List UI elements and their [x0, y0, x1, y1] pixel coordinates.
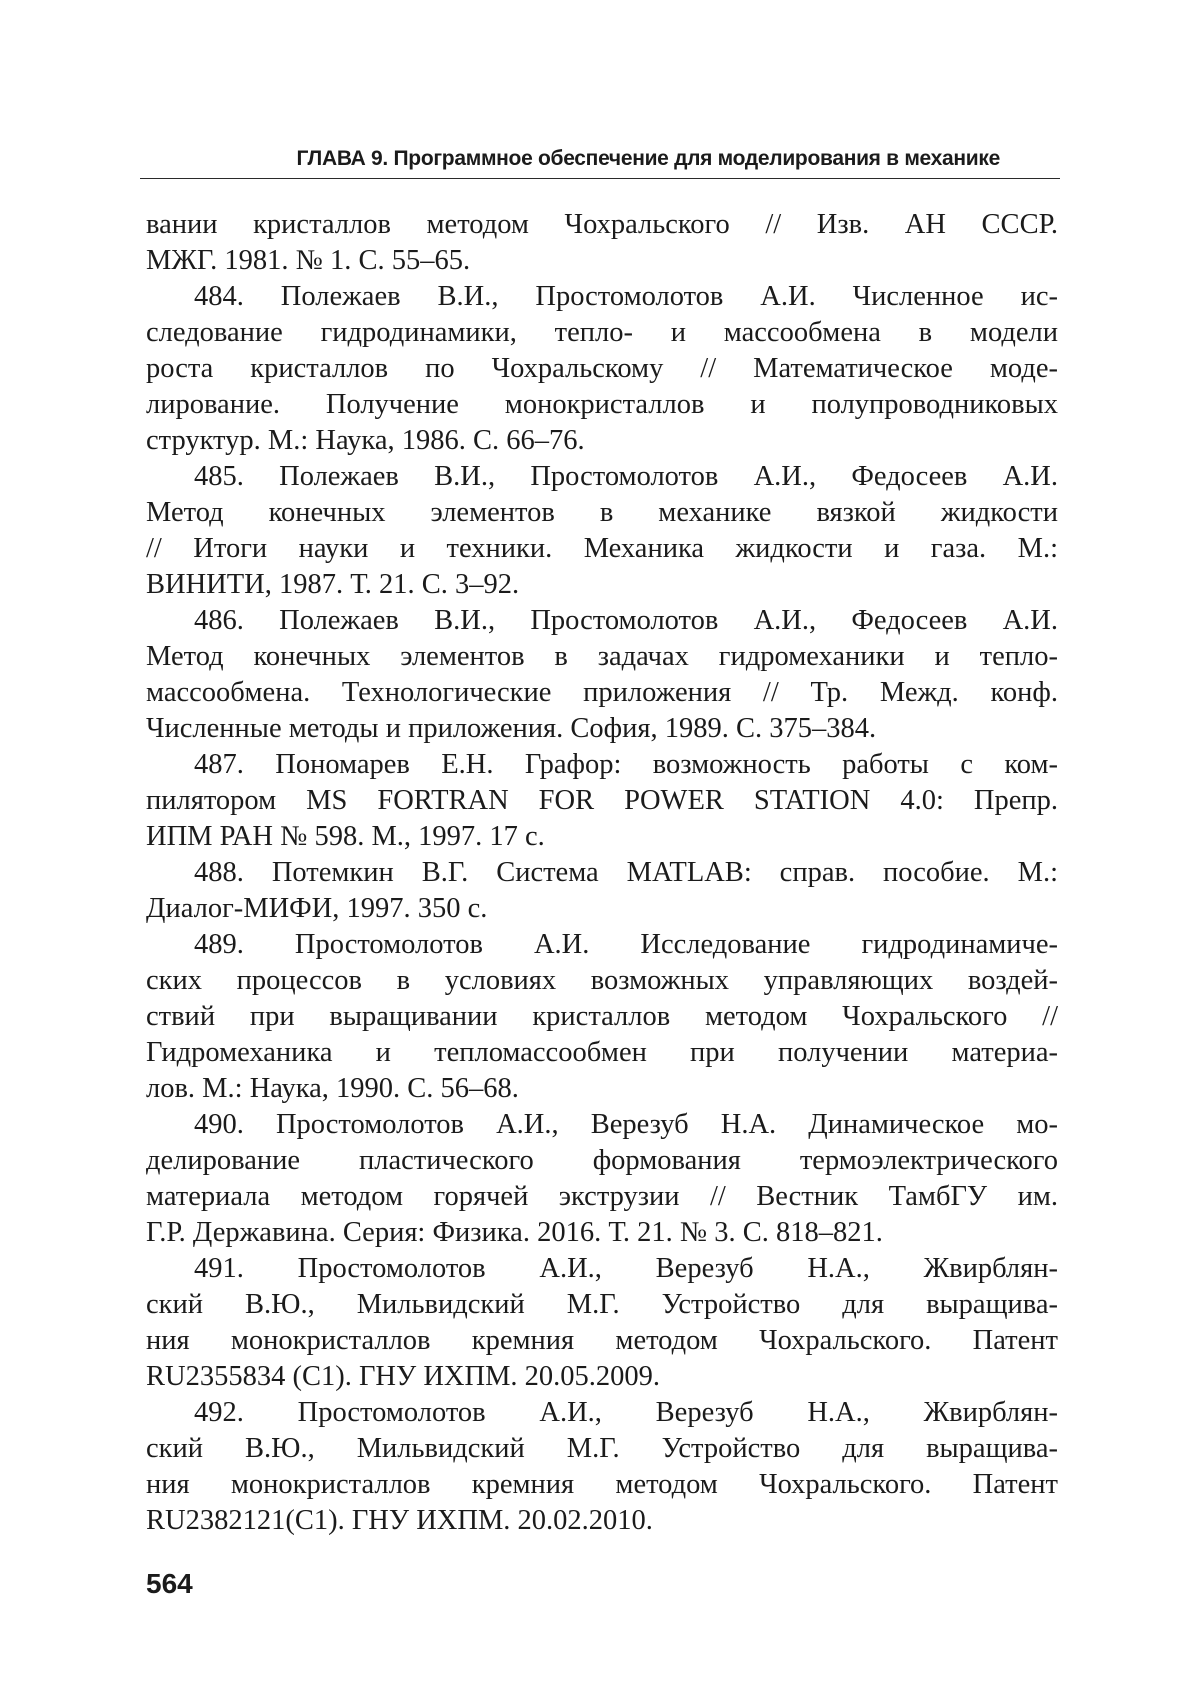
reference-entry-489 [146, 927, 1058, 1107]
running-header: ГЛАВА 9. Программное обеспечение для моделирования в механике [296, 147, 1000, 170]
reference-line: ский В.Ю., Мильвидский М.Г. Устройство для выращива- [146, 1433, 1058, 1464]
reference-line: Метод конечных элементов в механике вязкой жидкости [146, 497, 1058, 528]
reference-line: 484. Полежаев В.И., Простомолотов А.И. Численное ис- [194, 281, 1058, 312]
reference-line: ствий при выращивании кристаллов методом Чохральского // [146, 1001, 1058, 1032]
reference-entry-485 [146, 459, 1058, 603]
reference-line: Гидромеханика и тепломассообмен при получении материа- [146, 1037, 1058, 1068]
reference-line: МЖГ. 1981. № 1. С. 55–65. [146, 245, 471, 276]
reference-line: массообмена. Технологические приложения // Тр. Межд. конф. [146, 677, 1058, 708]
reference-line: следование гидродинамики, тепло- и массообмена в модели [146, 317, 1058, 348]
reference-line: делирование пластического формования термоэлектрического [146, 1145, 1058, 1176]
reference-entry-488 [146, 855, 1058, 927]
reference-line: Метод конечных элементов в задачах гидромеханики и тепло- [146, 641, 1058, 672]
reference-line: RU2382121(C1). ГНУ ИХПМ. 20.02.2010. [146, 1505, 653, 1536]
reference-entry-491 [146, 1251, 1058, 1395]
reference-line: 491. Простомолотов А.И., Верезуб Н.А., Жвирблян- [194, 1253, 1058, 1284]
reference-line: Г.Р. Державина. Серия: Физика. 2016. Т. 21. № 3. С. 818–821. [146, 1217, 883, 1248]
reference-line: RU2355834 (C1). ГНУ ИХПМ. 20.05.2009. [146, 1361, 661, 1392]
reference-line: лирование. Получение монокристаллов и полупроводниковых [146, 389, 1058, 420]
reference-line: Численные методы и приложения. София, 1989. С. 375–384. [146, 713, 877, 744]
reference-line: вании кристаллов методом Чохральского // Изв. АН СССР. [146, 209, 1058, 240]
reference-entry-492 [146, 1395, 1058, 1539]
reference-line: 487. Пономарев Е.Н. Графор: возможность работы с ком- [194, 749, 1058, 780]
reference-line: 492. Простомолотов А.И., Верезуб Н.А., Жвирблян- [194, 1397, 1058, 1428]
reference-entry-484 [146, 279, 1058, 459]
reference-line: ский В.Ю., Мильвидский М.Г. Устройство для выращива- [146, 1289, 1058, 1320]
reference-line: материала методом горячей экструзии // Вестник ТамбГУ им. [146, 1181, 1058, 1212]
reference-line: роста кристаллов по Чохральскому // Математическое моде- [146, 353, 1058, 384]
reference-line: ВИНИТИ, 1987. Т. 21. С. 3–92. [146, 569, 520, 600]
reference-line: ИПМ РАН № 598. М., 1997. 17 с. [146, 821, 545, 852]
reference-line: ния монокристаллов кремния методом Чохральского. Патент [146, 1325, 1058, 1356]
reference-list [146, 207, 1058, 1539]
reference-line: // Итоги науки и техники. Механика жидкости и газа. М.: [146, 533, 1058, 564]
reference-entry-486 [146, 603, 1058, 747]
reference-line: ских процессов в условиях возможных управляющих воздей- [146, 965, 1058, 996]
header-rule [140, 178, 1060, 179]
reference-entry-490 [146, 1107, 1058, 1251]
reference-line: 490. Простомолотов А.И., Верезуб Н.А. Динамическое мо- [194, 1109, 1058, 1140]
reference-line: 485. Полежаев В.И., Простомолотов А.И., Федосеев А.И. [194, 461, 1058, 492]
reference-entry-487 [146, 747, 1058, 855]
page-number: 564 [146, 1568, 193, 1599]
reference-line: структур. М.: Наука, 1986. С. 66–76. [146, 425, 585, 456]
reference-line: 489. Простомолотов А.И. Исследование гидродинамиче- [194, 929, 1058, 960]
reference-line: 488. Потемкин В.Г. Система MATLAB: справ. пособие. М.: [194, 857, 1058, 888]
reference-line: Диалог-МИФИ, 1997. 350 с. [146, 893, 488, 924]
reference-line: ния монокристаллов кремния методом Чохральского. Патент [146, 1469, 1058, 1500]
reference-line: 486. Полежаев В.И., Простомолотов А.И., Федосеев А.И. [194, 605, 1058, 636]
reference-line: пилятором MS FORTRAN FOR POWER STATION 4.0: Препр. [146, 785, 1058, 816]
reference-line: лов. М.: Наука, 1990. С. 56–68. [146, 1073, 519, 1104]
reference-entry-continued [146, 207, 1058, 279]
